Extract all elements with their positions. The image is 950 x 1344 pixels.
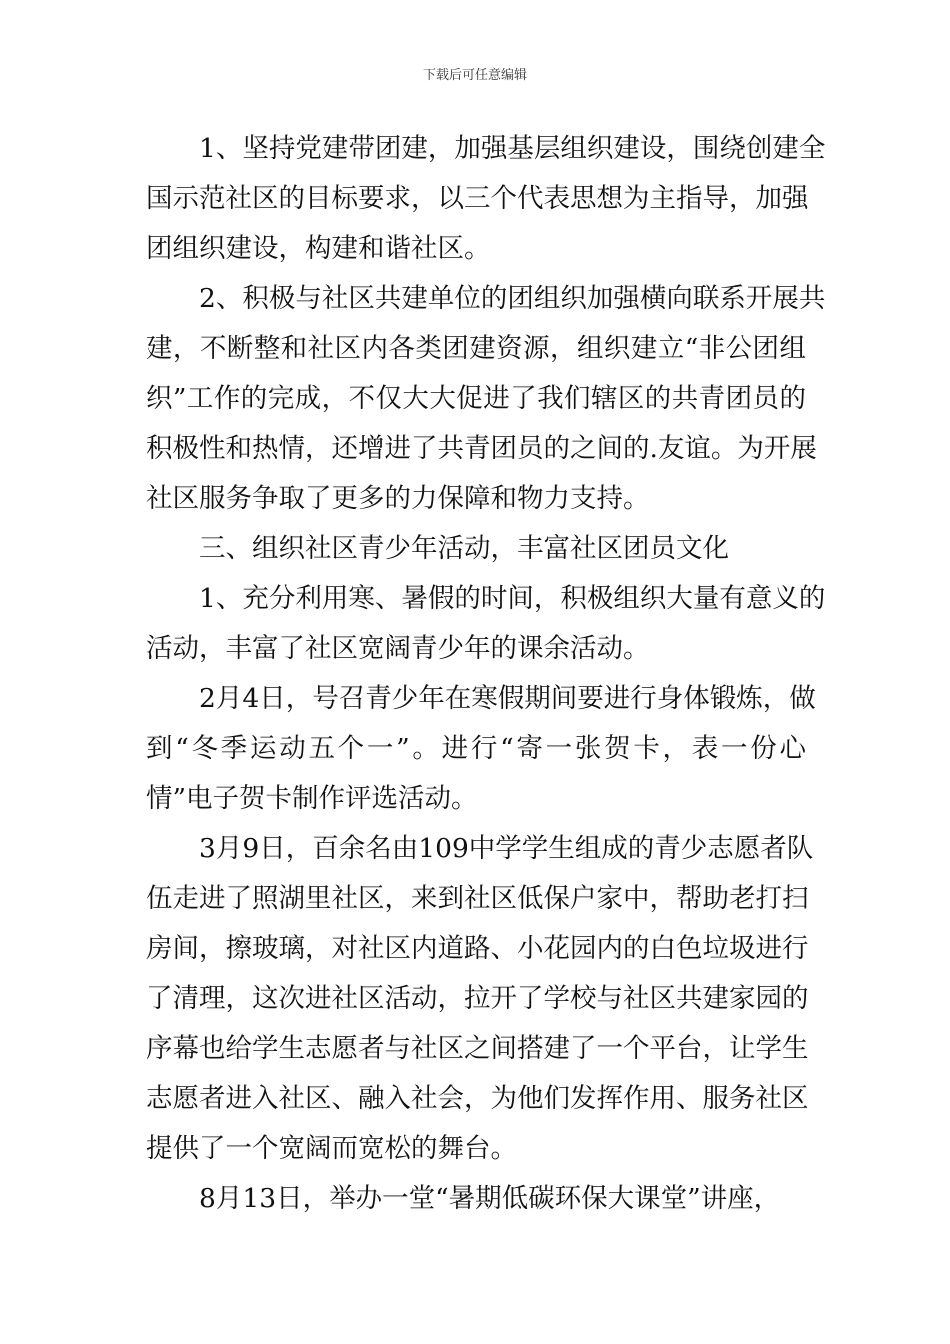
text-line: 织”工作的完成，不仅大大促进了我们辖区的共青团员的	[146, 383, 806, 414]
text-line: 团组织建设，构建和谐社区。	[146, 233, 491, 264]
text-line: 情”电子贺卡制作评选活动。	[146, 783, 478, 814]
text-line: 社区服务争取了更多的力保障和物力支持。	[146, 483, 650, 514]
text-line: 建，不断整和社区内各类团建资源，组织建立“非公团组	[146, 333, 806, 364]
text-line: 1、坚持党建带团建，加强基层组织建设，围绕创建全	[199, 133, 826, 164]
document-body	[146, 124, 826, 1224]
text-line: 8月13日，举办一堂“暑期低碳环保大课堂”讲座，	[199, 1183, 781, 1214]
text-line: 活动，丰富了社区宽阔青少年的课余活动。	[146, 633, 650, 664]
section-heading: 三、组织社区青少年活动，丰富社区团员文化	[199, 533, 729, 564]
text-line: 序幕也给学生志愿者与社区之间搭建了一个平台，让学生	[146, 1033, 809, 1064]
text-line: 积极性和热情，还增进了共青团员的之间的.友谊。为开展	[146, 433, 817, 464]
text-line: 伍走进了照湖里社区，来到社区低保户家中，帮助老打扫	[146, 883, 809, 914]
text-line: 2月4日，号召青少年在寒假期间要进行身体锻炼，做	[199, 683, 816, 714]
text-line: 3月9日，百余名由109中学学生组成的青少志愿者队	[199, 833, 814, 864]
text-line: 到“冬季运动五个一”。进行“寄一张贺卡，表一份心	[146, 733, 806, 764]
text-line: 房间，擦玻璃，对社区内道路、小花园内的白色垃圾进行	[146, 933, 809, 964]
text-line: 了清理，这次进社区活动，拉开了学校与社区共建家园的	[146, 983, 809, 1014]
text-line: 2、积极与社区共建单位的团组织加强横向联系开展共	[199, 283, 826, 314]
text-line: 1、充分利用寒、暑假的时间，积极组织大量有意义的	[199, 583, 826, 614]
text-line: 志愿者进入社区、融入社会，为他们发挥作用、服务社区	[146, 1083, 809, 1114]
text-line: 国示范社区的目标要求，以三个代表思想为主指导，加强	[146, 183, 809, 214]
text-line: 提供了一个宽阔而宽松的舞台。	[146, 1133, 517, 1164]
page-header: 下载后可任意编辑	[422, 68, 527, 83]
